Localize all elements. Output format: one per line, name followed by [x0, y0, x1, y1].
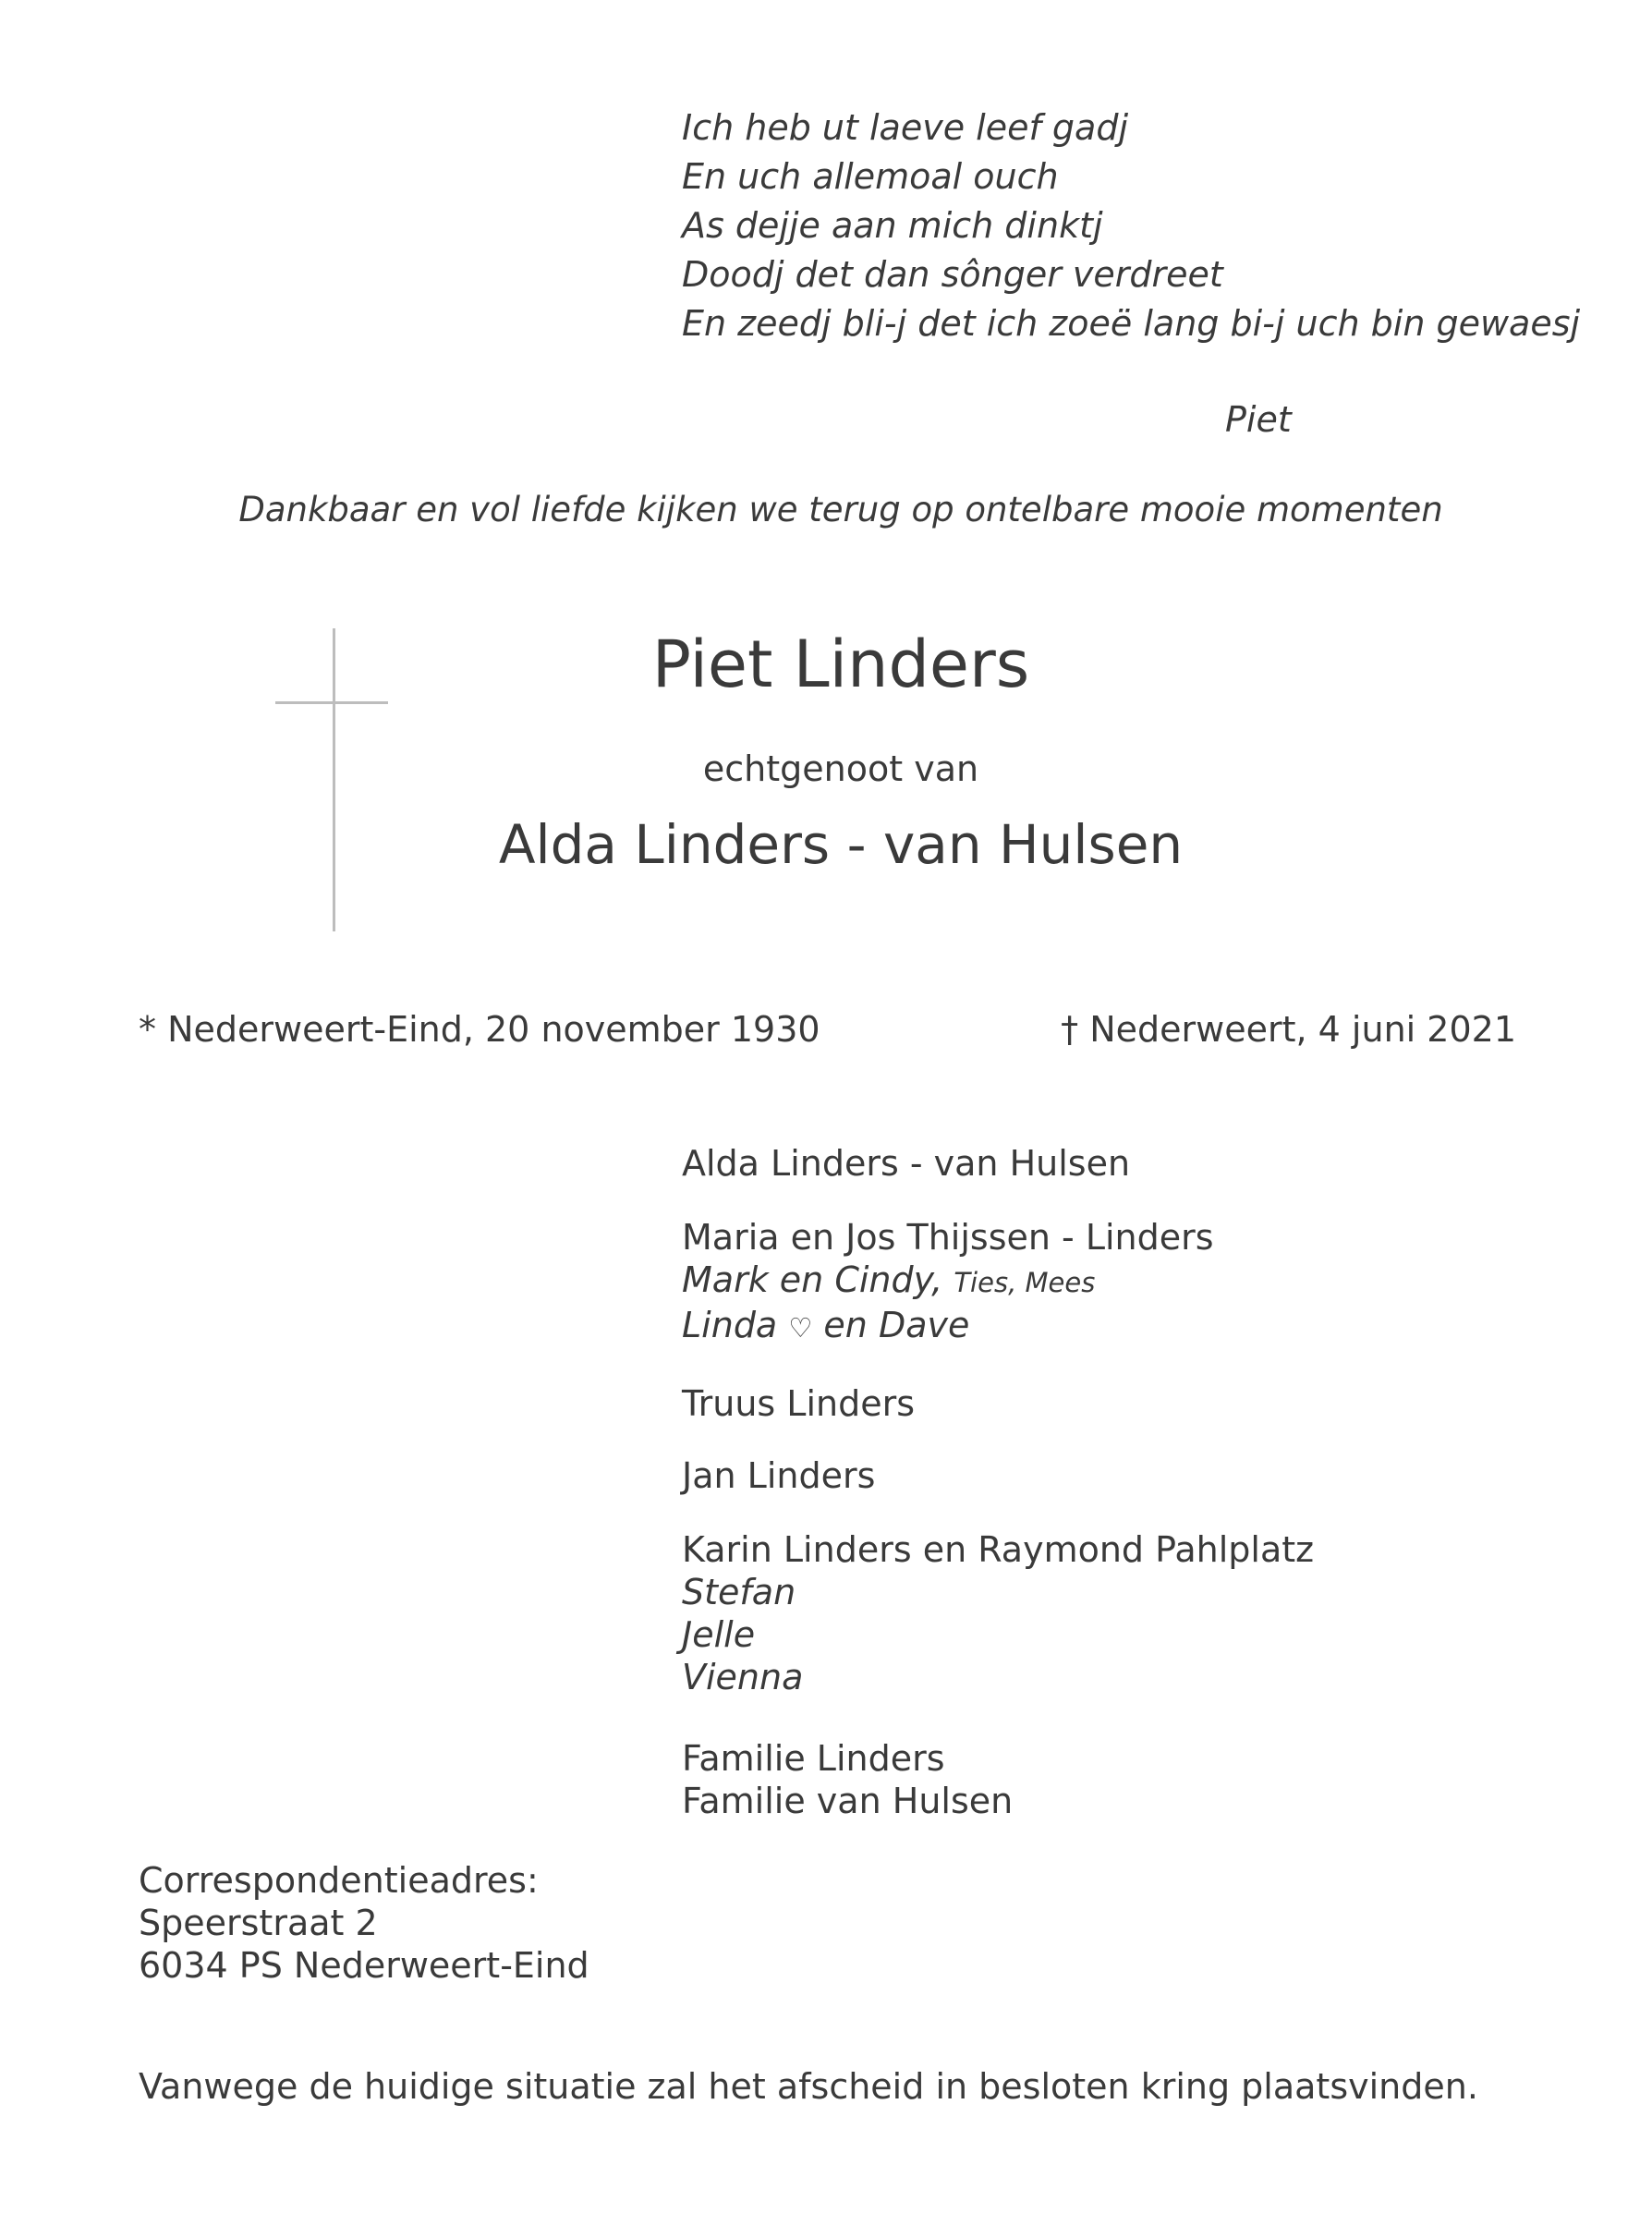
address-city: 6034 PS Nederweert-Eind — [139, 1945, 589, 1986]
footer-note: Vanwege de huidige situatie zal het afscheid in besloten kring plaatsvinden. — [139, 2066, 1478, 2107]
poem-line: Doodj det dan sônger verdreet — [682, 254, 1223, 295]
grandchild-name: Linda — [682, 1305, 778, 1345]
family-extended — [682, 1737, 1013, 1822]
family-member: Karin Linders en Raymond Pahlplatz — [682, 1529, 1315, 1570]
death-date: † Nederweert, 4 juni 2021 — [1061, 1009, 1516, 1050]
poem-signature: Piet — [1225, 399, 1292, 440]
family-member: Truus Linders — [682, 1383, 916, 1424]
intro-text: Dankbaar en vol liefde kijken we terug op ontelbare mooie momenten — [238, 490, 1443, 529]
great-grandchildren: Ties, Mees — [954, 1267, 1096, 1298]
family-member: Familie Linders — [682, 1738, 945, 1779]
grandchild-line — [682, 1259, 1214, 1304]
address-street: Speerstraat 2 — [139, 1903, 378, 1943]
family-member: Jan Linders — [682, 1455, 876, 1496]
family-member: Maria en Jos Thijssen - Linders — [682, 1217, 1214, 1258]
spouse-name: Alda Linders - van Hulsen — [498, 813, 1184, 876]
grandchild-partner: en Dave — [823, 1305, 970, 1345]
deceased-name: Piet Linders — [651, 626, 1030, 702]
family-spouse: Alda Linders - van Hulsen — [682, 1143, 1131, 1184]
grandchild-name: Jelle — [682, 1614, 756, 1655]
poem — [682, 103, 1580, 348]
relation-text: echtgenoot van — [702, 748, 979, 789]
address-label: Correspondentieadres: — [139, 1860, 539, 1901]
grandchild-line — [682, 1304, 1214, 1349]
grandchild-name: Vienna — [682, 1657, 804, 1697]
family-group-maria — [682, 1216, 1214, 1349]
correspondence-address — [139, 1859, 589, 1987]
family-group-karin — [682, 1528, 1314, 1698]
grandchild-name: Mark en Cindy, — [682, 1259, 943, 1300]
family-member: Familie van Hulsen — [682, 1781, 1014, 1821]
poem-line: As dejje aan mich dinktj — [682, 205, 1103, 246]
birth-date: * Nederweert-Eind, 20 november 1930 — [139, 1009, 820, 1050]
poem-line: Ich heb ut laeve leef gadj — [682, 107, 1129, 148]
poem-line: En zeedj bli-j det ich zoeë lang bi-j uch bin gewaesj — [682, 303, 1581, 344]
poem-line: En uch allemoal ouch — [682, 156, 1059, 197]
heart-icon: ♡ — [788, 1312, 813, 1344]
grandchild-name: Stefan — [682, 1572, 796, 1612]
